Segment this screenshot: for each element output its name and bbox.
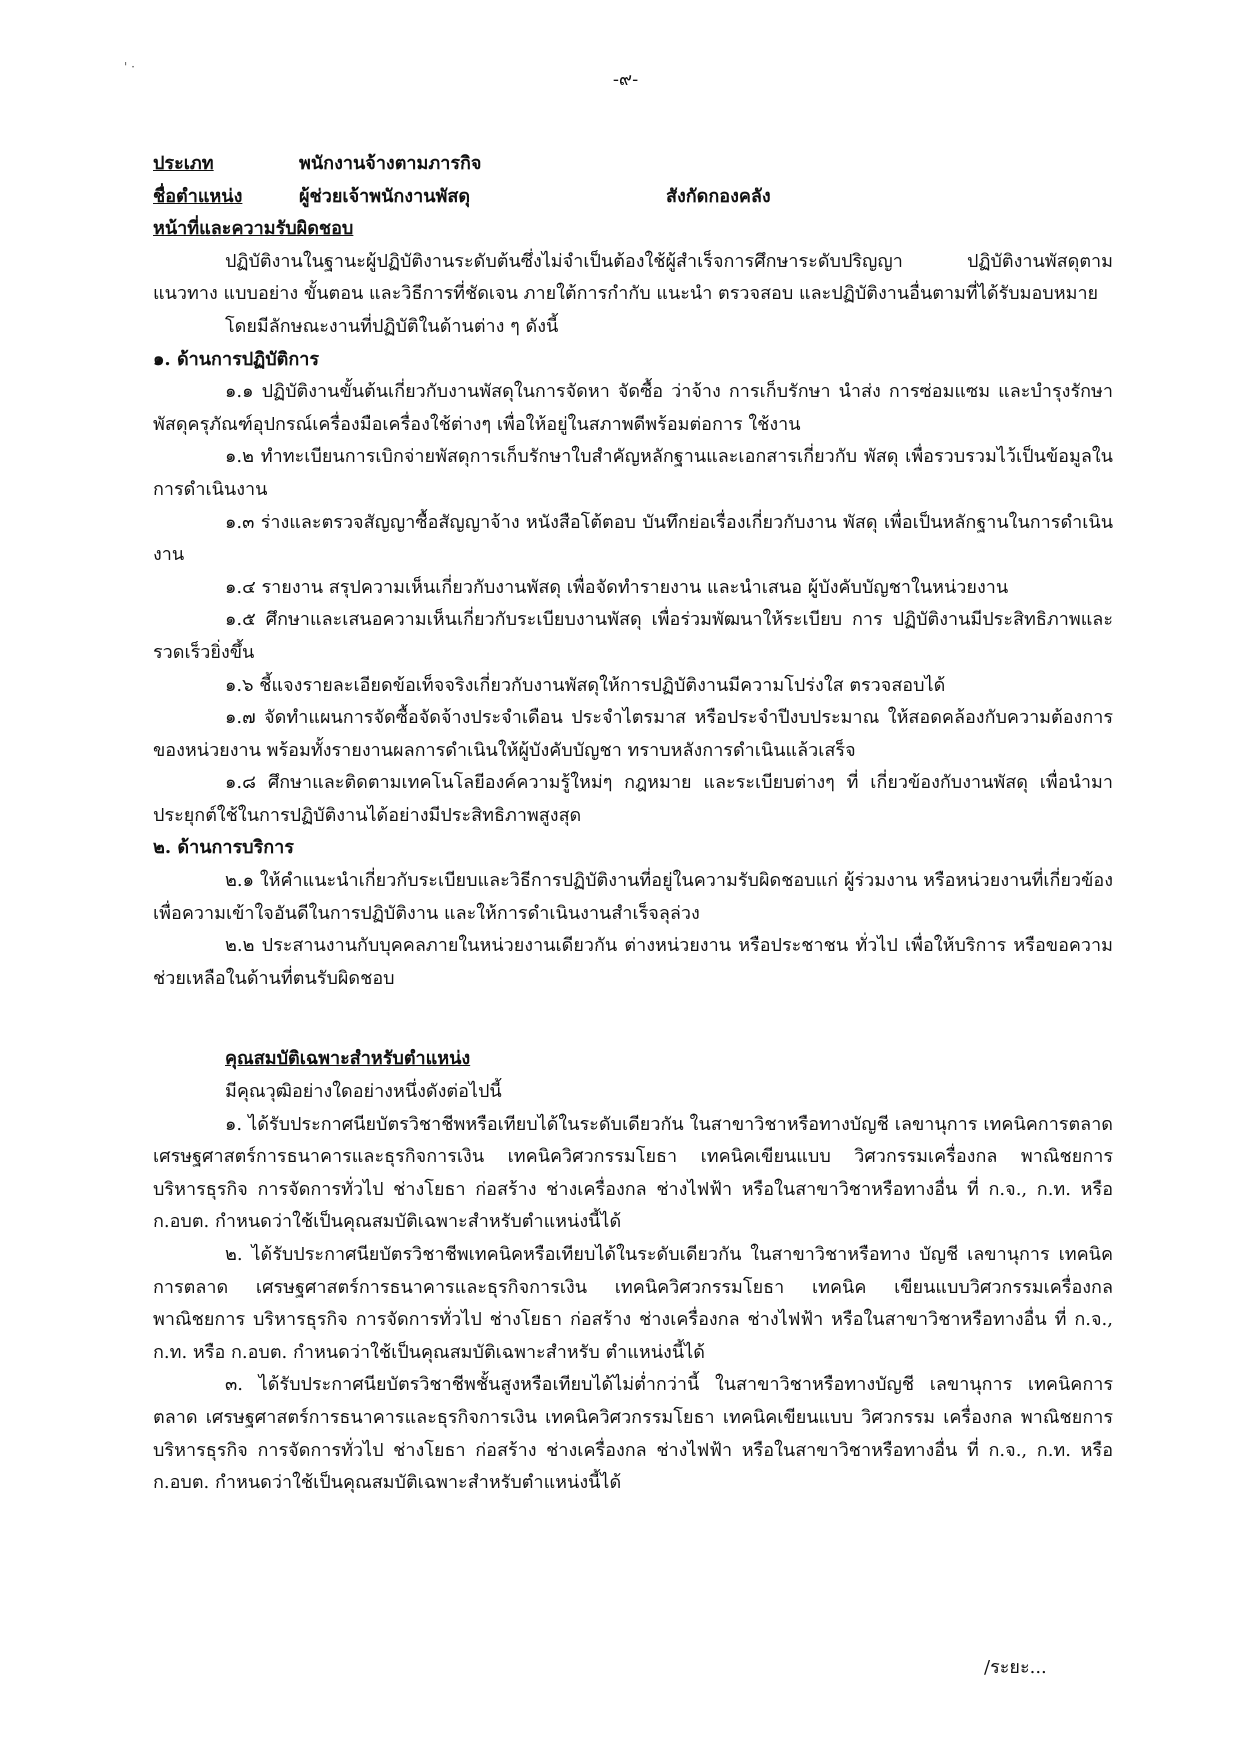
position-value: ผู้ช่วยเจ้าพนักงานพัสดุ bbox=[299, 185, 471, 207]
qualification-item: ๓. ได้รับประกาศนียบัตรวิชาชีพชั้นสูงหรือเทียบได้ไม่ต่ำกว่านี้ ในสาขาวิชาหรือทางบัญชี เลขานุการ เทคนิคการตลาด เศรษฐศาสตร์การธนาคารและธุรกิจการเงิน เทคนิควิศวกรรมโยธา เทคนิคเขียนแบบ วิศวกรรม เครื่องกล พาณิชยการ บริหารธุรกิจ การจัดการทั่วไป ช่างโยธา ก่อสร้าง ช่างเครื่องกล ช่างไฟฟ้า หรือในสาขาวิชาหรือทางอื่น ที่ ก.จ., ก.ท. หรือ ก.อบต. กำหนดว่าใช้เป็นคุณสมบัติเฉพาะสำหรับตำแหน่งนี้ได้ bbox=[153, 1374, 1113, 1494]
document-body bbox=[153, 148, 1113, 1500]
scan-marks: ' · bbox=[124, 60, 135, 74]
type-label: ประเภท bbox=[153, 153, 214, 174]
qualifications-intro: มีคุณวุฒิอย่างใดอย่างหนึ่งดังต่อไปนี้ bbox=[225, 1081, 502, 1103]
section-spacer bbox=[153, 995, 1113, 1043]
qualifications-heading: คุณสมบัติเฉพาะสำหรับตำแหน่ง bbox=[225, 1048, 471, 1070]
section-1-item: ๑.๒ ทำทะเบียนการเบิกจ่ายพัสดุการเก็บรักษาใบสำคัญหลักฐานและเอกสารเกี่ยวกับ พัสดุ เพื่อรวบรวมไว้เป็นข้อมูลในการดำเนินงาน bbox=[153, 446, 1113, 500]
continuation-note: /ระยะ... bbox=[984, 1657, 1047, 1678]
section-1-item: ๑.๑ ปฏิบัติงานขั้นต้นเกี่ยวกับงานพัสดุในการจัดหา จัดซื้อ ว่าจ้าง การเก็บรักษา นำส่ง การซ่อมแซม และบำรุงรักษาพัสดุครุภัณฑ์อุปกรณ์เครื่องมือเครื่องใช้ต่างๆ เพื่อให้อยู่ในสภาพดีพร้อมต่อการ ใช้งาน bbox=[153, 381, 1113, 435]
section-2-item: ๒.๒ ประสานงานกับบุคคลภายในหน่วยงานเดียวกัน ต่างหน่วยงาน หรือประชาชน ทั่วไป เพื่อให้บริการ หรือขอความช่วยเหลือในด้านที่ตนรับผิดชอบ bbox=[153, 935, 1113, 989]
section-1-item: ๑.๕ ศึกษาและเสนอความเห็นเกี่ยวกับระเบียบงานพัสดุ เพื่อร่วมพัฒนาให้ระเบียบ การ ปฏิบัติงานมีประสิทธิภาพและรวดเร็วยิ่งขึ้น bbox=[153, 609, 1113, 663]
section-2-title: ๒. ด้านการบริการ bbox=[153, 837, 294, 859]
type-value: พนักงานจ้างตามภารกิจ bbox=[299, 153, 482, 174]
qualification-item: ๑. ได้รับประกาศนียบัตรวิชาชีพหรือเทียบได้ในระดับเดียวกัน ในสาขาวิชาหรือทางบัญชี เลขานุการ เทคนิคการตลาด เศรษฐศาสตร์การธนาคารและธุรกิจการเงิน เทคนิควิศวกรรมโยธา เทคนิคเขียนแบบ วิศวกรรมเครื่องกล พาณิชยการ บริหารธุรกิจ การจัดการทั่วไป ช่างโยธา ก่อสร้าง ช่างเครื่องกล ช่างไฟฟ้า หรือในสาขาวิชาหรือทางอื่น ที่ ก.จ., ก.ท. หรือ ก.อบต. กำหนดว่าใช้เป็นคุณสมบัติเฉพาะสำหรับตำแหน่งนี้ได้ bbox=[153, 1113, 1113, 1233]
position-label: ชื่อตำแหน่ง bbox=[153, 185, 243, 207]
position-row bbox=[153, 181, 1113, 214]
affiliation-value: สังกัดกองคลัง bbox=[666, 185, 771, 207]
section-1-item: ๑.๘ ศึกษาและติดตามเทคโนโลยีองค์ความรู้ใหม่ๆ กฎหมาย และระเบียบต่างๆ ที่ เกี่ยวข้องกับงานพัสดุ เพื่อนำมาประยุกต์ใช้ในการปฏิบัติงานได้อย่างมีประสิทธิภาพสูงสุด bbox=[153, 772, 1113, 826]
type-row bbox=[153, 148, 1113, 181]
page-number: -๙- bbox=[612, 69, 639, 90]
section-1-item: ๑.๓ ร่างและตรวจสัญญาซื้อสัญญาจ้าง หนังสือโต้ตอบ บันทึกย่อเรื่องเกี่ยวกับงาน พัสดุ เพื่อเป็นหลักฐานในการดำเนินงาน bbox=[153, 511, 1113, 566]
qualification-item: ๒. ได้รับประกาศนียบัตรวิชาชีพเทคนิคหรือเทียบได้ในระดับเดียวกัน ในสาขาวิชาหรือทาง บัญชี เลขานุการ เทคนิคการตลาด เศรษฐศาสตร์การธนาคารและธุรกิจการเงิน เทคนิควิศวกรรมโยธา เทคนิค เขียนแบบวิศวกรรมเครื่องกล พาณิชยการ บริหารธุรกิจ การจัดการทั่วไป ช่างโยธา ก่อสร้าง ช่างเครื่องกล ช่างไฟฟ้า หรือในสาขาวิชาหรือทางอื่น ที่ ก.จ., ก.ท. หรือ ก.อบต. กำหนดว่าใช้เป็นคุณสมบัติเฉพาะสำหรับ ตำแหน่งนี้ได้ bbox=[153, 1244, 1113, 1363]
section-1-title: ๑. ด้านการปฏิบัติการ bbox=[153, 348, 320, 370]
section-2-item: ๒.๑ ให้คำแนะนำเกี่ยวกับระเบียบและวิธีการปฏิบัติงานที่อยู่ในความรับผิดชอบแก่ ผู้ร่วมงาน หรือหน่วยงานที่เกี่ยวข้อง เพื่อความเข้าใจอันดีในการปฏิบัติงาน และให้การดำเนินงานสำเร็จลุล่วง bbox=[153, 870, 1113, 924]
section-1-item: ๑.๖ ชี้แจงรายละเอียดข้อเท็จจริงเกี่ยวกับงานพัสดุให้การปฏิบัติงานมีความโปร่งใส ตรวจสอบได้ bbox=[225, 674, 946, 696]
duties-intro-2: โดยมีลักษณะงานที่ปฏิบัติในด้านต่าง ๆ ดังนี้ bbox=[225, 315, 559, 337]
section-1-item: ๑.๗ จัดทำแผนการจัดซื้อจัดจ้างประจำเดือน ประจำไตรมาส หรือประจำปีงบประมาณ ให้สอดคล้องกับความต้องการของหน่วยงาน พร้อมทั้งรายงานผลการดำเนินให้ผู้บังคับบัญชา ทราบหลังการดำเนินแล้วเสร็จ bbox=[153, 707, 1113, 761]
duties-heading: หน้าที่และความรับผิดชอบ bbox=[153, 218, 354, 240]
section-1-item: ๑.๔ รายงาน สรุปความเห็นเกี่ยวกับงานพัสดุ เพื่อจัดทำรายงาน และนำเสนอ ผู้บังคับบัญชาในหน่วยงาน bbox=[225, 576, 1009, 598]
duties-intro: ปฏิบัติงานในฐานะผู้ปฏิบัติงานระดับต้นซึ่งไม่จำเป็นต้องใช้ผู้สำเร็จการศึกษาระดับปริญญา ปฏิบัติงานพัสดุตามแนวทาง แบบอย่าง ขั้นตอน และวิธีการที่ชัดเจน ภายใต้การกำกับ แนะนำ ตรวจสอบ และปฏิบัติงานอื่นตามที่ได้รับมอบหมาย bbox=[153, 250, 1113, 305]
